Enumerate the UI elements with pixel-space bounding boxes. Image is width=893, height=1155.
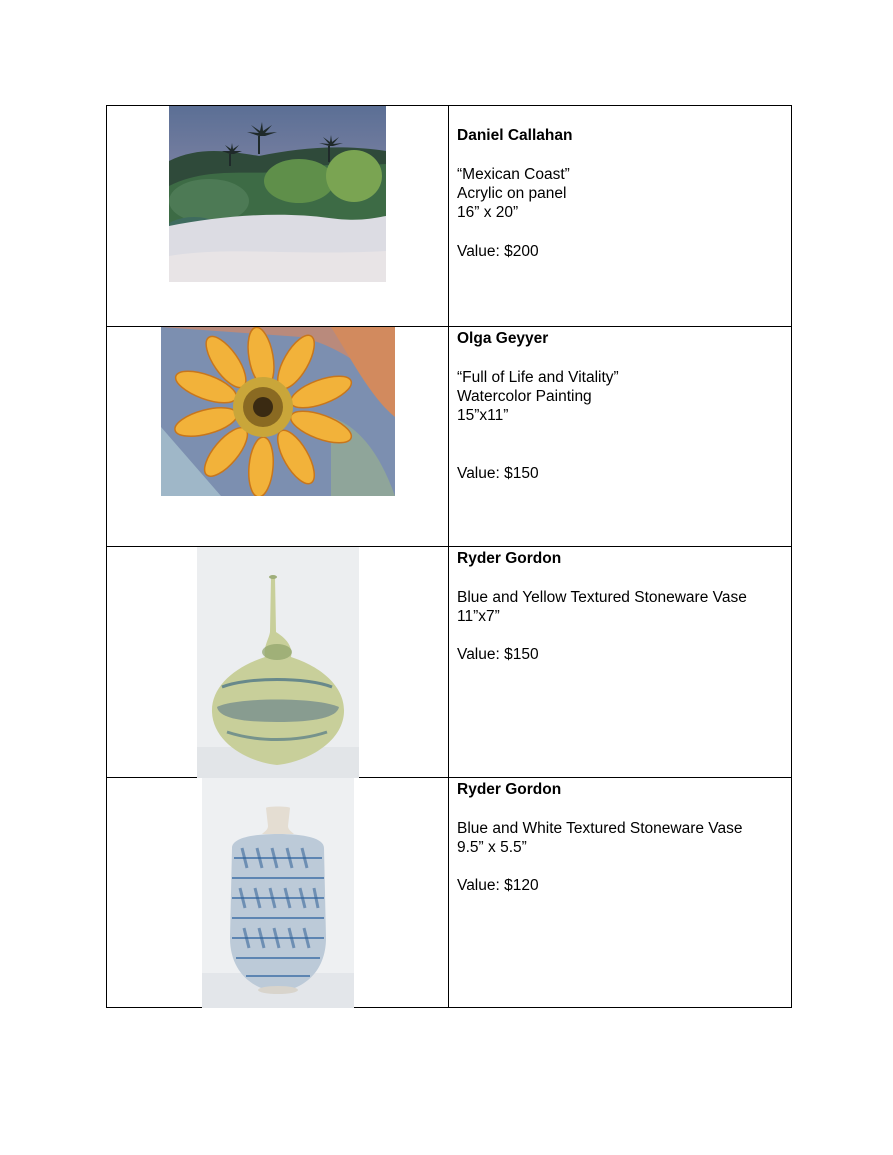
catalog-row (107, 547, 792, 778)
artwork-image-cell (107, 778, 449, 1008)
painting-sunflower-image (161, 327, 395, 496)
artwork-details-cell (449, 778, 792, 1008)
artwork-description: Blue and Yellow Textured Stoneware Vase (457, 588, 747, 606)
vase-blue-white-image (202, 778, 354, 1008)
artwork-value: Value: $200 (457, 242, 539, 260)
artwork-value: Value: $150 (457, 465, 539, 483)
artwork-details-cell (449, 327, 792, 547)
artwork-title: “Full of Life and Vitality” (457, 368, 619, 386)
artist-name: Ryder Gordon (457, 781, 562, 798)
artist-name: Olga Geyyer (457, 330, 549, 347)
artwork-image-cell (107, 106, 449, 327)
artist-name: Ryder Gordon (457, 550, 562, 567)
auction-catalog-table (106, 105, 792, 1008)
artwork-medium: Watercolor Painting (457, 387, 592, 405)
artwork-size: 11”x7” (457, 607, 500, 625)
vase-blue-yellow-image (197, 547, 359, 778)
catalog-row (107, 327, 792, 547)
artwork-title: “Mexican Coast” (457, 165, 570, 183)
artwork-details-cell (449, 547, 792, 778)
painting-mexican-coast-image (169, 106, 386, 282)
artist-name: Daniel Callahan (457, 127, 573, 144)
artwork-medium: Acrylic on panel (457, 184, 567, 202)
artwork-details-cell (449, 106, 792, 327)
artwork-description: Blue and White Textured Stoneware Vase (457, 819, 743, 837)
artwork-image-cell (107, 547, 449, 778)
artwork-value: Value: $150 (457, 646, 539, 664)
catalog-row (107, 778, 792, 1008)
artwork-size: 15”x11” (457, 407, 509, 425)
artwork-size: 9.5” x 5.5” (457, 838, 527, 856)
artwork-image-cell (107, 327, 449, 547)
artwork-size: 16” x 20” (457, 204, 519, 222)
artwork-value: Value: $120 (457, 877, 539, 895)
catalog-row (107, 106, 792, 327)
